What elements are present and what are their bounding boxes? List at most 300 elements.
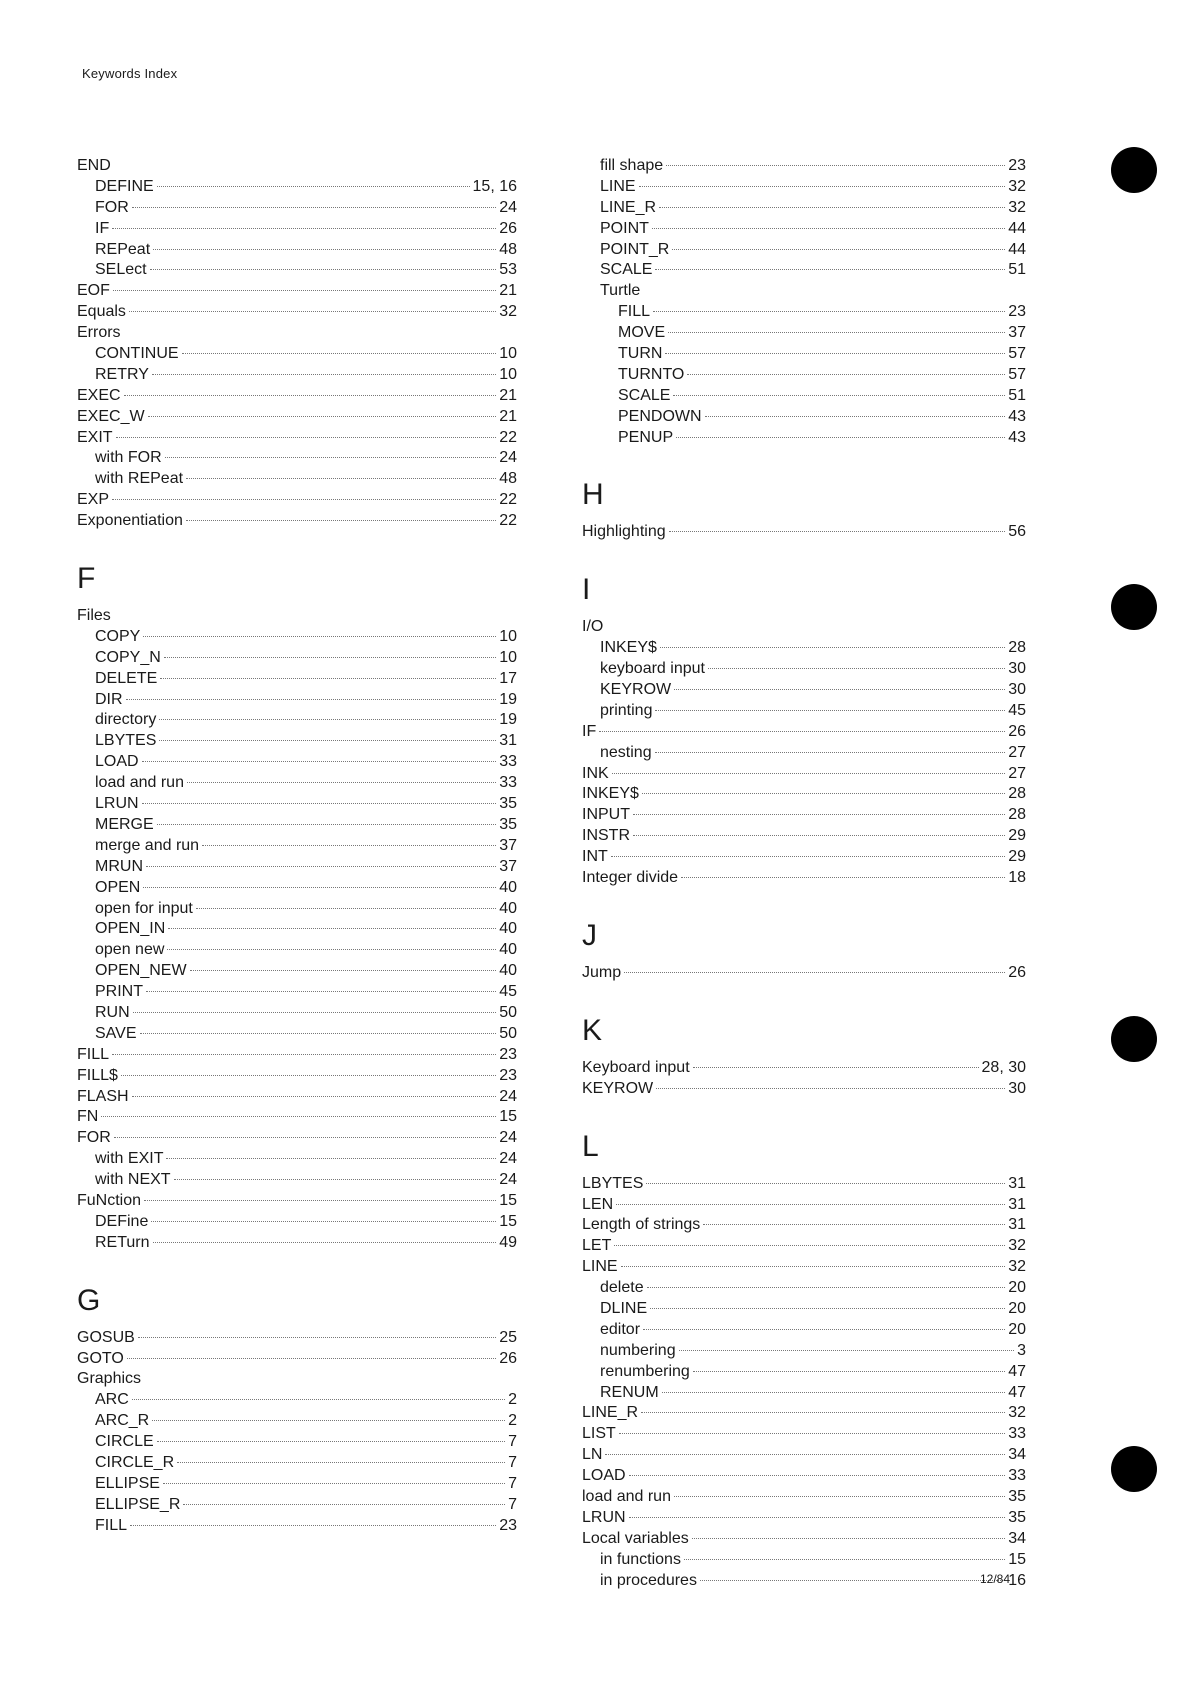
index-section [77,1282,517,1537]
index-entry [77,669,517,690]
page-numbers: 32 [499,303,517,321]
page-numbers: 29 [1008,848,1026,866]
index-term: INK [582,764,609,782]
index-entry [77,648,517,669]
index-term: Keyboard input [582,1058,690,1076]
index-entry [77,857,517,878]
index-entry [77,940,517,961]
dot-leader [159,719,496,720]
index-entry [77,448,517,469]
index-term: LINE [582,1258,618,1276]
index-term: GOTO [77,1349,124,1367]
index-term: IF [582,722,597,740]
page-numbers: 37 [499,857,517,875]
dot-leader [144,1200,496,1201]
index-column-right [582,156,1026,1591]
index-entry [582,764,1026,785]
index-term: ARC [95,1391,129,1409]
index-term: SCALE [618,386,671,404]
index-entry [77,156,517,177]
page-numbers: 7 [508,1495,517,1513]
dot-leader [655,269,1005,270]
section-letter: F [77,562,96,596]
dot-leader [641,1412,1005,1413]
index-entry [77,281,517,302]
index-entry [582,219,1026,240]
page-numbers: 26 [1008,963,1026,981]
dot-leader [186,520,496,521]
dot-leader [611,856,1005,857]
index-term: EXIT [77,428,113,446]
dot-leader [133,1012,497,1013]
index-entry [77,1233,517,1254]
dot-leader [612,773,1006,774]
dot-leader [202,845,496,846]
dot-leader [674,1496,1005,1497]
index-term: EXEC_W [77,407,145,425]
index-term: COPY_N [95,648,161,666]
dot-leader [152,1420,505,1421]
index-entry [77,1495,517,1516]
page-numbers: 7 [508,1433,517,1451]
index-entry [77,878,517,899]
dot-leader [605,1454,1005,1455]
index-entry [582,680,1026,701]
dot-leader [146,866,496,867]
index-term: INT [582,848,608,866]
index-entry [582,743,1026,764]
index-term: LRUN [582,1508,626,1526]
index-entry [582,1195,1026,1216]
index-entry [582,868,1026,889]
index-entry [77,1474,517,1495]
page-numbers: 53 [499,261,517,279]
index-term: FILL [618,303,651,321]
index-term: LINE_R [600,198,657,216]
index-term: LET [582,1237,612,1255]
index-entry [582,1079,1026,1100]
index-term: ELLIPSE_R [95,1495,181,1513]
dot-leader [113,290,496,291]
page-numbers: 10 [499,648,517,666]
index-term: LBYTES [582,1174,644,1192]
page-numbers: 27 [1008,764,1026,782]
dot-leader [132,1096,497,1097]
page-numbers: 2 [508,1412,517,1430]
dot-leader [174,1179,497,1180]
index-entry [77,1087,517,1108]
page-numbers: 32 [1008,198,1026,216]
dot-leader [687,374,1005,375]
dot-leader [112,499,496,500]
dot-leader [130,1525,496,1526]
dot-leader [673,395,1005,396]
page-numbers: 57 [1008,365,1026,383]
index-entry [77,407,517,428]
dot-leader [112,228,496,229]
index-term: DLINE [600,1299,648,1317]
index-term: CIRCLE [95,1433,154,1451]
index-entry [77,1128,517,1149]
page-numbers: 24 [499,1129,517,1147]
page-numbers: 57 [1008,345,1026,363]
dot-leader [655,752,1006,753]
page-numbers: 31 [499,732,517,750]
dot-leader [187,782,496,783]
index-entry [77,240,517,261]
index-entry [582,1236,1026,1257]
page-numbers: 15 [499,1191,517,1209]
index-entry [77,1003,517,1024]
page-numbers: 56 [1008,523,1026,541]
page-numbers: 34 [1008,1446,1026,1464]
page-numbers: 2 [508,1391,517,1409]
index-entry [582,323,1026,344]
index-term: Turtle [600,282,641,300]
index-entry [77,198,517,219]
page-numbers: 40 [499,962,517,980]
page-numbers: 18 [1008,869,1026,887]
page-numbers: 32 [1008,1258,1026,1276]
page-numbers: 17 [499,669,517,687]
page-numbers: 26 [1008,722,1026,740]
page-numbers: 16 [1008,1571,1026,1589]
index-term: numbering [600,1341,676,1359]
index-entry [77,1369,517,1390]
index-entry [582,805,1026,826]
index-entry [582,826,1026,847]
index-entry [582,386,1026,407]
index-term: load and run [582,1487,671,1505]
punch-hole [1111,147,1157,193]
index-entry [582,701,1026,722]
index-section [582,571,1026,889]
index-term: PRINT [95,983,143,1001]
dot-leader [642,793,1005,794]
index-term: open new [95,941,165,959]
dot-leader [672,249,1005,250]
index-term: LINE [600,177,636,195]
page-numbers: 34 [1008,1529,1026,1547]
page-header: Keywords Index [82,66,178,81]
index-entry [77,219,517,240]
index-entry [582,638,1026,659]
index-term: with NEXT [95,1171,171,1189]
index-column-left [77,156,517,1537]
index-entry [582,1320,1026,1341]
page-numbers: 20 [1008,1279,1026,1297]
page-numbers: 23 [499,1516,517,1534]
page-numbers: 43 [1008,407,1026,425]
page-numbers: 23 [1008,303,1026,321]
page-numbers: 32 [1008,177,1026,195]
page-numbers: 20 [1008,1320,1026,1338]
page-numbers: 10 [499,627,517,645]
page-numbers: 49 [499,1233,517,1251]
page-numbers: 37 [1008,324,1026,342]
dot-leader [163,1483,505,1484]
dot-leader [655,710,1005,711]
index-term: FILL$ [77,1066,118,1084]
page-numbers: 22 [499,512,517,530]
index-entry [77,1432,517,1453]
page-numbers: 15, 16 [472,177,517,195]
dot-leader [708,668,1005,669]
index-section [582,476,1026,543]
index-term: load and run [95,774,184,792]
index-term: FOR [95,198,129,216]
dot-leader [599,731,1005,732]
section-letter: I [582,573,591,607]
page-numbers: 45 [499,983,517,1001]
page-numbers: 35 [1008,1487,1026,1505]
page-numbers: 30 [1008,681,1026,699]
page-numbers: 10 [499,365,517,383]
index-term: SAVE [95,1024,137,1042]
dot-leader [684,1559,1005,1560]
index-entry [77,1066,517,1087]
index-term: merge and run [95,836,200,854]
page-numbers: 43 [1008,428,1026,446]
index-entry [77,428,517,449]
page-numbers: 28, 30 [981,1058,1026,1076]
index-entry [77,815,517,836]
dot-leader [101,1116,496,1117]
index-entry [582,1466,1026,1487]
page-numbers: 45 [1008,701,1026,719]
dot-leader [132,207,496,208]
index-entry [77,1170,517,1191]
dot-leader [692,1538,1005,1539]
dot-leader [177,1462,505,1463]
index-entry [77,1107,517,1128]
index-entry [77,1212,517,1233]
page-numbers: 24 [499,449,517,467]
page-numbers: 7 [508,1474,517,1492]
dot-leader [629,1475,1006,1476]
index-entry [77,1191,517,1212]
index-entry [77,1453,517,1474]
index-entry [77,982,517,1003]
page-numbers: 19 [499,711,517,729]
index-term: RUN [95,1003,130,1021]
page-numbers: 44 [1008,240,1026,258]
index-term: MERGE [95,815,154,833]
dot-leader [167,949,496,950]
index-term: LOAD [95,753,139,771]
dot-leader [650,1308,1005,1309]
index-term: INPUT [582,806,630,824]
page-numbers: 33 [499,774,517,792]
index-term: FLASH [77,1087,129,1105]
index-term: keyboard input [600,660,705,678]
dot-leader [681,877,1005,878]
page-numbers: 44 [1008,219,1026,237]
index-term: Files [77,607,111,625]
index-term: delete [600,1279,644,1297]
index-entry [77,1516,517,1537]
index-term: LIST [582,1425,616,1443]
dot-leader [662,1392,1006,1393]
dot-leader [656,1088,1005,1089]
dot-leader [159,740,496,741]
dot-leader [693,1067,979,1068]
index-entry [582,344,1026,365]
index-term: Equals [77,303,126,321]
page-numbers: 37 [499,836,517,854]
index-entry [77,1149,517,1170]
index-term: printing [600,701,653,719]
dot-leader [665,353,1005,354]
page-numbers: 28 [1008,639,1026,657]
dot-leader [114,1137,496,1138]
page-numbers: 26 [499,219,517,237]
index-term: LEN [582,1195,614,1213]
index-term: Local variables [582,1529,689,1547]
index-entry [77,1024,517,1045]
page-numbers: 24 [499,1087,517,1105]
index-term: with REPeat [95,470,184,488]
dot-leader [621,1266,1006,1267]
index-term: POINT [600,219,649,237]
index-entry [582,1550,1026,1571]
dot-leader [168,928,496,929]
index-term: REPeat [95,240,151,258]
dot-leader [132,1399,505,1400]
index-entry [77,752,517,773]
index-entry [582,260,1026,281]
dot-leader [126,699,497,700]
page-numbers: 32 [1008,1237,1026,1255]
index-entry [77,794,517,815]
index-term: EOF [77,282,110,300]
dot-leader [143,636,496,637]
page-numbers: 23 [1008,157,1026,174]
punch-hole [1111,1016,1157,1062]
index-entry [77,899,517,920]
index-entry [582,784,1026,805]
index-entry [77,919,517,940]
dot-leader [165,457,497,458]
index-term: fill shape [600,157,664,174]
page-numbers: 28 [1008,785,1026,803]
page-numbers: 24 [499,198,517,216]
dot-leader [633,835,1005,836]
index-term: CIRCLE_R [95,1453,175,1471]
index-entry [77,731,517,752]
dot-leader [693,1371,1005,1372]
page-numbers: 24 [499,1150,517,1168]
page-numbers: 35 [1008,1508,1026,1526]
dot-leader [129,311,496,312]
section-letter: G [77,1283,101,1317]
dot-leader [616,1204,1005,1205]
index-entry [582,963,1026,984]
dot-leader [666,165,1005,166]
index-entry [77,490,517,511]
index-term: with FOR [95,449,162,467]
page-numbers: 27 [1008,743,1026,761]
page-numbers: 7 [508,1453,517,1471]
punch-hole [1111,584,1157,630]
index-entry [77,710,517,731]
index-term: OPEN_IN [95,920,166,938]
index-term: FILL [77,1045,110,1063]
index-term: DELETE [95,669,158,687]
dot-leader [146,991,496,992]
index-term: ARC_R [95,1412,150,1430]
index-term: LRUN [95,795,139,813]
index-term: IF [95,219,110,237]
index-term: LBYTES [95,732,157,750]
index-entry [582,1278,1026,1299]
page-numbers: 23 [499,1045,517,1063]
page-numbers: 30 [1008,660,1026,678]
index-entry [77,961,517,982]
index-entry [77,773,517,794]
dot-leader [643,1329,1005,1330]
index-entry [582,240,1026,261]
index-entry [77,690,517,711]
page-numbers: 20 [1008,1299,1026,1317]
dot-leader [157,186,470,187]
index-term: INSTR [582,827,630,845]
index-term: OPEN [95,878,141,896]
index-term: LINE_R [582,1404,639,1422]
index-term: SELect [95,261,147,279]
dot-leader [190,970,497,971]
index-entry [77,260,517,281]
page-numbers: 51 [1008,261,1026,279]
page-numbers: 48 [499,240,517,258]
dot-leader [196,908,496,909]
index-entry [77,836,517,857]
dot-leader [124,395,497,396]
index-entry [582,428,1026,449]
index-entry [582,1362,1026,1383]
index-term: OPEN_NEW [95,962,187,980]
index-term: DEFINE [95,177,154,195]
index-term: MRUN [95,857,143,875]
index-entry [582,1383,1026,1404]
index-entry [582,1299,1026,1320]
index-entry [77,469,517,490]
index-entry [582,1424,1026,1445]
index-term: GOSUB [77,1328,135,1346]
page-numbers: 29 [1008,827,1026,845]
index-entry [582,156,1026,177]
dot-leader [186,478,496,479]
dot-leader [679,1350,1014,1351]
page-numbers: 21 [499,282,517,300]
dot-leader [166,1158,496,1159]
dot-leader [674,689,1005,690]
index-term: in procedures [600,1571,697,1589]
section-letter: H [582,478,604,512]
index-entry [582,198,1026,219]
index-term: directory [95,711,157,729]
section-letter: K [582,1013,603,1047]
index-entry [77,1349,517,1370]
index-term: SCALE [600,261,653,279]
page-numbers: 15 [499,1108,517,1126]
index-term: RETurn [95,1233,150,1251]
index-section [582,156,1026,448]
section-letter: J [582,918,597,952]
index-entry [77,386,517,407]
index-entry [77,627,517,648]
page-numbers: 32 [1008,1404,1026,1422]
